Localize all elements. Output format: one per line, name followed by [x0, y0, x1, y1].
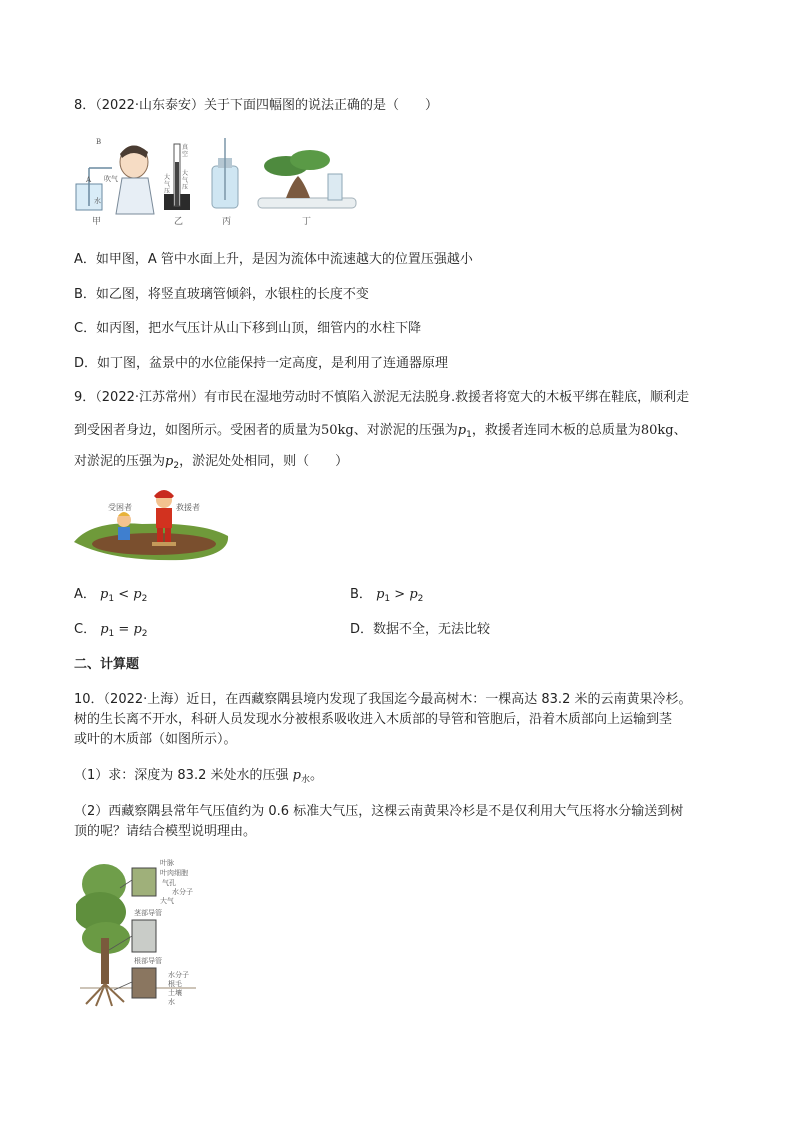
- q9-text-2c: ，救援者连同木板的总质量为: [471, 423, 641, 438]
- q8-label-atm-left: 大气压: [164, 174, 171, 195]
- leaf-detail-box: [132, 868, 156, 896]
- q8-option-c: C．如丙图，把水气压计从山下移到山顶，细管内的水柱下降: [74, 321, 422, 336]
- bonsai-trunk-shape: [286, 176, 310, 198]
- q9-option-a-var1: p: [100, 587, 109, 602]
- rescuer-body: [156, 508, 172, 528]
- q9-option-a-sub1: 1: [108, 594, 115, 604]
- q9-option-b-rel: >: [394, 587, 406, 602]
- section-heading-calculation: 二、计算题: [74, 657, 140, 672]
- q9-option-c-sub1: 1: [108, 629, 115, 639]
- q9-p2: p: [165, 454, 174, 469]
- q10-line-1: 10．（2022·上海）近日，在西藏察隅县境内发现了我国迄今最高树木：一棵高达 83.2 米的云南黄果冷杉。: [74, 692, 692, 707]
- q10-part-1: [74, 766, 323, 790]
- q8-label-vacuum: 真空: [182, 144, 189, 158]
- trapped-child-body: [118, 527, 130, 540]
- q9-text-2d: 、: [673, 423, 687, 438]
- q8-stem: 8．（2022·山东泰安）关于下面四幅图的说法正确的是（ ）: [74, 98, 438, 113]
- q9-text-2a: 到受困者身边，如图所示。受困者的质量为: [74, 423, 322, 438]
- q9-option-a-prefix: A．: [74, 587, 96, 602]
- q8-label-blow: 吹气: [104, 175, 118, 183]
- q9-option-d: D．数据不全，无法比较: [350, 622, 491, 637]
- q8-label-b: B: [96, 138, 102, 146]
- boy-body-shape: [116, 178, 154, 214]
- root-pointer: [114, 982, 132, 990]
- q9-line-3: [74, 452, 348, 476]
- rescuer-leg-right: [165, 528, 171, 542]
- q10-label-root-hair: 根毛: [168, 980, 182, 988]
- q9-option-a-var2: p: [133, 587, 142, 602]
- q9-text-2b: 、对淤泥的压强为: [353, 423, 458, 438]
- q9-p2-sub: 2: [173, 461, 180, 471]
- wooden-board-shape: [152, 542, 176, 546]
- q10-label-water-molecule-bottom: 水分子: [168, 971, 189, 979]
- q8-figure-label-yi: 乙: [174, 217, 184, 227]
- q9-option-b-sub2: 2: [417, 594, 424, 604]
- q10-part-1-var: p: [292, 768, 301, 783]
- q9-option-b: [350, 585, 423, 609]
- q10-part-2-line-2: 顶的呢？请结合模型说明理由。: [74, 824, 257, 839]
- q10-label-mesophyll: 叶肉细胞: [160, 869, 188, 877]
- q9-option-a-rel: <: [118, 587, 130, 602]
- q9-figure: [72, 484, 232, 564]
- tree-roots-shape: [86, 984, 124, 1006]
- q10-label-water-molecule-top: 水分子: [172, 888, 193, 896]
- q9-option-a: [74, 585, 147, 609]
- q9-figure-drawing: [72, 484, 232, 564]
- q10-figure-drawing: [76, 858, 236, 1008]
- q8-figure-label-jia: 甲: [92, 217, 102, 227]
- q10-part-1-end: 。: [309, 768, 323, 783]
- q9-text-3b: ，淤泥处处相同，则（ ）: [179, 454, 349, 469]
- q8-figure: [72, 136, 372, 228]
- mercury-column-shape: [175, 162, 179, 206]
- q9-line-1: 9．（2022·江苏常州）有市民在湿地劳动时不慎陷入淤泥无法脱身.救援者将宽大的木板平绑在鞋底，顺利走: [74, 390, 690, 405]
- q8-label-water: 水: [94, 197, 101, 205]
- q9-p1: p: [457, 423, 467, 438]
- q8-option-b: B．如乙图，将竖直玻璃管倾斜，水银柱的长度不变: [74, 287, 369, 302]
- root-detail-box: [132, 968, 156, 998]
- q9-option-c-rel: =: [118, 622, 130, 637]
- q9-option-c-prefix: C．: [74, 622, 97, 637]
- q10-label-root-vessel: 根部导管: [134, 957, 162, 965]
- q9-option-b-prefix: B．: [350, 587, 372, 602]
- q8-figure-label-bing: 丙: [222, 217, 232, 227]
- q9-mass-2: 80kg: [640, 423, 674, 438]
- q9-option-b-var1: p: [376, 587, 385, 602]
- q9-text-3a: 对淤泥的压强为: [74, 454, 166, 469]
- q10-label-stem-vessel: 茎部导管: [134, 909, 162, 917]
- q8-label-a: A: [86, 176, 92, 184]
- rescuer-helmet: [154, 490, 174, 498]
- q10-line-2: 树的生长离不开水，科研人员发现水分被根系吸收进入木质部的导管和管胞后，沿着木质部向上运输到茎: [74, 712, 673, 727]
- q9-mass-1: 50kg: [321, 423, 354, 438]
- q9-option-c: [74, 620, 148, 644]
- q9-label-trapped: 受困者: [108, 503, 132, 512]
- q10-label-vein: 叶脉: [160, 859, 174, 867]
- q8-label-atm-right: 大气压: [182, 170, 189, 191]
- q10-line-3: 或叶的木质部（如图所示）。: [74, 732, 237, 747]
- q10-part-1-sub: 水: [300, 775, 310, 785]
- q8-option-d: D．如丁图，盆景中的水位能保持一定高度，是利用了连通器原理: [74, 356, 449, 371]
- q10-label-stoma: 气孔: [162, 879, 176, 887]
- q9-line-2: [74, 421, 687, 445]
- tree-trunk-shape: [101, 938, 109, 984]
- q9-option-c-var2: p: [133, 622, 142, 637]
- q9-label-rescuer: 救援者: [176, 503, 200, 512]
- stem-detail-box: [132, 920, 156, 952]
- q10-label-air: 大气: [160, 897, 174, 905]
- q8-option-a: A．如甲图，A 管中水面上升，是因为流体中流速越大的位置压强越小: [74, 252, 473, 267]
- q10-part-2-line-1: （2）西藏察隅县常年气压值约为 0.6 标准大气压，这棵云南黄果冷杉是不是仅利用大气压将水分输送到树: [74, 804, 684, 819]
- q9-option-c-var1: p: [100, 622, 109, 637]
- q9-option-b-sub1: 1: [384, 594, 391, 604]
- q10-label-soil: 土壤: [168, 989, 182, 997]
- q10-label-water: 水: [168, 998, 175, 1006]
- q9-option-a-sub2: 2: [141, 594, 148, 604]
- q9-option-b-var2: p: [409, 587, 418, 602]
- q9-option-c-sub2: 2: [141, 629, 148, 639]
- q10-part-1-text: （1）求：深度为 83.2 米处水的压强: [74, 768, 289, 783]
- q10-figure: [76, 858, 236, 1008]
- q9-p1-sub: 1: [466, 430, 472, 440]
- rescuer-leg-left: [157, 528, 163, 542]
- inverted-bottle-shape: [328, 174, 342, 200]
- bonsai-foliage-right: [290, 150, 330, 170]
- q8-figure-label-ding: 丁: [302, 217, 312, 227]
